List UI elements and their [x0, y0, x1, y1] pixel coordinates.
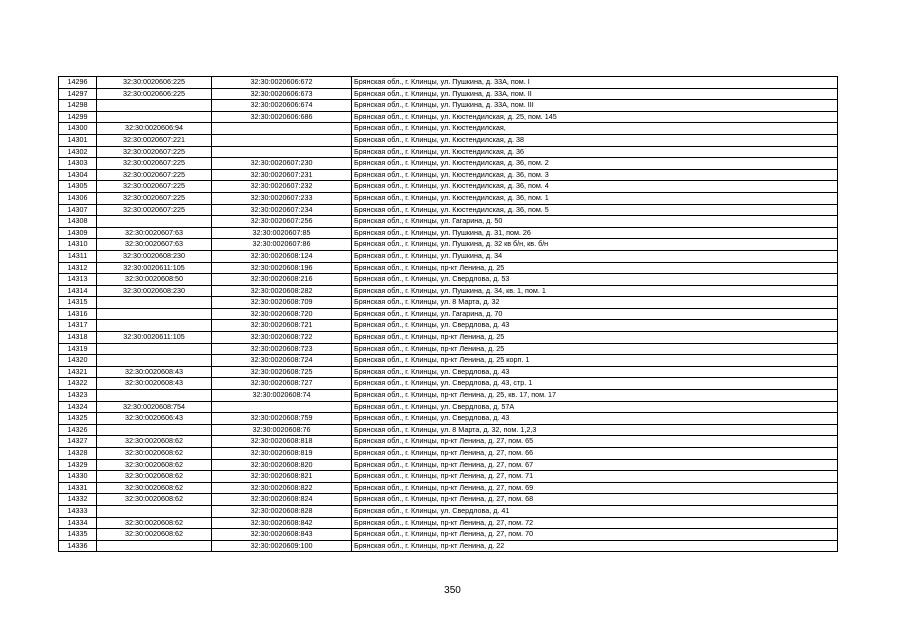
cadastral-number-cell: 32:30:0020608:727	[212, 378, 352, 390]
address-cell: Брянская обл., г. Клинцы, ул. Свердлова, д. 43	[352, 366, 838, 378]
parent-cadastral-number-cell	[97, 111, 212, 123]
parent-cadastral-number-cell: 32:30:0020606:225	[97, 88, 212, 100]
parent-cadastral-number-cell: 32:30:0020611:105	[97, 262, 212, 274]
table-row	[59, 366, 838, 378]
parent-cadastral-number-cell: 32:30:0020607:225	[97, 146, 212, 158]
cadastral-number-cell: 32:30:0020608:74	[212, 390, 352, 402]
cadastral-number-cell: 32:30:0020608:709	[212, 297, 352, 309]
cadastral-number-cell	[212, 401, 352, 413]
address-cell: Брянская обл., г. Клинцы, ул. Кюстендилская, д. 36, пом. 3	[352, 169, 838, 181]
parent-cadastral-number-cell: 32:30:0020608:754	[97, 401, 212, 413]
address-cell: Брянская обл., г. Клинцы, пр-кт Ленина, д. 25 корп. 1	[352, 355, 838, 367]
table-row	[59, 332, 838, 344]
address-cell: Брянская обл., г. Клинцы, ул. Пушкина, д. 33А, пом. II	[352, 88, 838, 100]
cadastral-number-cell: 32:30:0020608:824	[212, 494, 352, 506]
cadastral-number-cell: 32:30:0020606:672	[212, 77, 352, 89]
address-cell: Брянская обл., г. Клинцы, ул. Свердлова, д. 43	[352, 413, 838, 425]
table-row	[59, 540, 838, 552]
address-cell: Брянская обл., г. Клинцы, пр-кт Ленина, д. 27, пом. 69	[352, 482, 838, 494]
table-row	[59, 320, 838, 332]
address-cell: Брянская обл., г. Клинцы, пр-кт Ленина, д. 25	[352, 262, 838, 274]
cadastral-number-cell: 32:30:0020608:124	[212, 250, 352, 262]
cadastral-number-cell: 32:30:0020608:76	[212, 424, 352, 436]
row-number-cell: 14314	[59, 285, 97, 297]
cadastral-number-cell: 32:30:0020606:686	[212, 111, 352, 123]
page-number: 350	[444, 585, 461, 596]
address-cell: Брянская обл., г. Клинцы, пр-кт Ленина, д. 27, пом. 67	[352, 459, 838, 471]
parent-cadastral-number-cell: 32:30:0020608:62	[97, 494, 212, 506]
table-row	[59, 88, 838, 100]
cadastral-number-cell: 32:30:0020607:230	[212, 158, 352, 170]
address-cell: Брянская обл., г. Клинцы, ул. Пушкина, д. 31, пом. 26	[352, 227, 838, 239]
parent-cadastral-number-cell: 32:30:0020608:62	[97, 482, 212, 494]
address-cell: Брянская обл., г. Клинцы, ул. Гагарина, д. 50	[352, 216, 838, 228]
table-row	[59, 181, 838, 193]
table-row	[59, 192, 838, 204]
table-row	[59, 100, 838, 112]
parent-cadastral-number-cell	[97, 355, 212, 367]
parent-cadastral-number-cell	[97, 308, 212, 320]
table-row	[59, 436, 838, 448]
row-number-cell: 14315	[59, 297, 97, 309]
parent-cadastral-number-cell: 32:30:0020607:225	[97, 158, 212, 170]
table-row	[59, 146, 838, 158]
row-number-cell: 14318	[59, 332, 97, 344]
row-number-cell: 14307	[59, 204, 97, 216]
address-cell: Брянская обл., г. Клинцы, ул. Кюстендилская, д. 36, пом. 5	[352, 204, 838, 216]
row-number-cell: 14320	[59, 355, 97, 367]
cadastral-number-cell: 32:30:0020608:723	[212, 343, 352, 355]
row-number-cell: 14329	[59, 459, 97, 471]
parent-cadastral-number-cell	[97, 216, 212, 228]
cadastral-number-cell: 32:30:0020608:724	[212, 355, 352, 367]
row-number-cell: 14332	[59, 494, 97, 506]
table-row	[59, 390, 838, 402]
row-number-cell: 14308	[59, 216, 97, 228]
parent-cadastral-number-cell	[97, 320, 212, 332]
parent-cadastral-number-cell: 32:30:0020608:50	[97, 274, 212, 286]
parent-cadastral-number-cell: 32:30:0020608:62	[97, 471, 212, 483]
cadastral-number-cell	[212, 146, 352, 158]
row-number-cell: 14301	[59, 134, 97, 146]
table-row	[59, 204, 838, 216]
row-number-cell: 14296	[59, 77, 97, 89]
parent-cadastral-number-cell	[97, 390, 212, 402]
cadastral-number-cell: 32:30:0020607:234	[212, 204, 352, 216]
table-row	[59, 297, 838, 309]
parent-cadastral-number-cell: 32:30:0020608:62	[97, 517, 212, 529]
address-cell: Брянская обл., г. Клинцы, ул. Кюстендилская, д. 36	[352, 146, 838, 158]
cadastral-number-cell: 32:30:0020607:86	[212, 239, 352, 251]
address-cell: Брянская обл., г. Клинцы, пр-кт Ленина, д. 27, пом. 71	[352, 471, 838, 483]
row-number-cell: 14330	[59, 471, 97, 483]
table-row	[59, 169, 838, 181]
row-number-cell: 14299	[59, 111, 97, 123]
parent-cadastral-number-cell: 32:30:0020608:62	[97, 448, 212, 460]
row-number-cell: 14328	[59, 448, 97, 460]
row-number-cell: 14297	[59, 88, 97, 100]
table-row	[59, 378, 838, 390]
parent-cadastral-number-cell: 32:30:0020607:225	[97, 204, 212, 216]
parent-cadastral-number-cell: 32:30:0020606:43	[97, 413, 212, 425]
row-number-cell: 14321	[59, 366, 97, 378]
table-row	[59, 262, 838, 274]
address-cell: Брянская обл., г. Клинцы, ул. Пушкина, д. 33А, пом. I	[352, 77, 838, 89]
row-number-cell: 14312	[59, 262, 97, 274]
row-number-cell: 14323	[59, 390, 97, 402]
address-cell: Брянская обл., г. Клинцы, ул. Кюстендилская, д. 36, пом. 1	[352, 192, 838, 204]
table-row	[59, 274, 838, 286]
parent-cadastral-number-cell	[97, 343, 212, 355]
parent-cadastral-number-cell: 32:30:0020607:221	[97, 134, 212, 146]
address-cell: Брянская обл., г. Клинцы, пр-кт Ленина, д. 22	[352, 540, 838, 552]
cadastral-number-cell: 32:30:0020607:232	[212, 181, 352, 193]
parent-cadastral-number-cell: 32:30:0020607:225	[97, 192, 212, 204]
row-number-cell: 14303	[59, 158, 97, 170]
cadastral-number-cell: 32:30:0020609:100	[212, 540, 352, 552]
registry-table-body	[59, 77, 838, 552]
cadastral-number-cell: 32:30:0020608:822	[212, 482, 352, 494]
address-cell: Брянская обл., г. Клинцы, пр-кт Ленина, д. 27, пом. 65	[352, 436, 838, 448]
parent-cadastral-number-cell	[97, 540, 212, 552]
row-number-cell: 14313	[59, 274, 97, 286]
row-number-cell: 14302	[59, 146, 97, 158]
row-number-cell: 14333	[59, 505, 97, 517]
row-number-cell: 14310	[59, 239, 97, 251]
row-number-cell: 14298	[59, 100, 97, 112]
address-cell: Брянская обл., г. Клинцы, пр-кт Ленина, д. 27, пом. 70	[352, 529, 838, 541]
address-cell: Брянская обл., г. Клинцы, пр-кт Ленина, д. 27, пом. 72	[352, 517, 838, 529]
parent-cadastral-number-cell: 32:30:0020606:225	[97, 77, 212, 89]
parent-cadastral-number-cell: 32:30:0020608:43	[97, 366, 212, 378]
row-number-cell: 14334	[59, 517, 97, 529]
table-row	[59, 482, 838, 494]
address-cell: Брянская обл., г. Клинцы, ул. 8 Марта, д. 32	[352, 297, 838, 309]
cadastral-number-cell: 32:30:0020608:759	[212, 413, 352, 425]
table-row	[59, 239, 838, 251]
row-number-cell: 14316	[59, 308, 97, 320]
cadastral-number-cell: 32:30:0020608:216	[212, 274, 352, 286]
cadastral-number-cell: 32:30:0020608:282	[212, 285, 352, 297]
table-row	[59, 158, 838, 170]
table-row	[59, 285, 838, 297]
parent-cadastral-number-cell: 32:30:0020608:230	[97, 250, 212, 262]
parent-cadastral-number-cell	[97, 424, 212, 436]
row-number-cell: 14335	[59, 529, 97, 541]
row-number-cell: 14305	[59, 181, 97, 193]
table-row	[59, 343, 838, 355]
parent-cadastral-number-cell: 32:30:0020608:43	[97, 378, 212, 390]
table-row	[59, 413, 838, 425]
address-cell: Брянская обл., г. Клинцы, пр-кт Ленина, д. 27, пом. 68	[352, 494, 838, 506]
address-cell: Брянская обл., г. Клинцы, ул. Пушкина, д. 34	[352, 250, 838, 262]
row-number-cell: 14327	[59, 436, 97, 448]
cadastral-number-cell: 32:30:0020608:828	[212, 505, 352, 517]
address-cell: Брянская обл., г. Клинцы, ул. 8 Марта, д. 32, пом. 1,2,3	[352, 424, 838, 436]
cadastral-number-cell: 32:30:0020606:673	[212, 88, 352, 100]
cadastral-number-cell: 32:30:0020608:818	[212, 436, 352, 448]
row-number-cell: 14311	[59, 250, 97, 262]
address-cell: Брянская обл., г. Клинцы, ул. Свердлова, д. 43, стр. 1	[352, 378, 838, 390]
table-row	[59, 111, 838, 123]
table-row	[59, 424, 838, 436]
address-cell: Брянская обл., г. Клинцы, пр-кт Ленина, д. 25	[352, 332, 838, 344]
table-row	[59, 401, 838, 413]
row-number-cell: 14322	[59, 378, 97, 390]
table-row	[59, 459, 838, 471]
cadastral-number-cell: 32:30:0020608:842	[212, 517, 352, 529]
parent-cadastral-number-cell: 32:30:0020607:63	[97, 227, 212, 239]
cadastral-number-cell: 32:30:0020608:820	[212, 459, 352, 471]
cadastral-number-cell: 32:30:0020608:196	[212, 262, 352, 274]
address-cell: Брянская обл., г. Клинцы, ул. Пушкина, д. 34, кв. 1, пом. 1	[352, 285, 838, 297]
cadastral-number-cell: 32:30:0020607:231	[212, 169, 352, 181]
parent-cadastral-number-cell: 32:30:0020608:230	[97, 285, 212, 297]
parent-cadastral-number-cell	[97, 100, 212, 112]
cadastral-number-cell: 32:30:0020608:720	[212, 308, 352, 320]
address-cell: Брянская обл., г. Клинцы, ул. Кюстендилская,	[352, 123, 838, 135]
address-cell: Брянская обл., г. Клинцы, пр-кт Ленина, д. 25	[352, 343, 838, 355]
address-cell: Брянская обл., г. Клинцы, ул. Свердлова, д. 43	[352, 320, 838, 332]
table-row	[59, 134, 838, 146]
cadastral-number-cell: 32:30:0020607:85	[212, 227, 352, 239]
table-row	[59, 308, 838, 320]
row-number-cell: 14336	[59, 540, 97, 552]
address-cell: Брянская обл., г. Клинцы, ул. Свердлова, д. 41	[352, 505, 838, 517]
address-cell: Брянская обл., г. Клинцы, ул. Кюстендилская, д. 38	[352, 134, 838, 146]
cadastral-number-cell	[212, 123, 352, 135]
address-cell: Брянская обл., г. Клинцы, ул. Пушкина, д. 32 кв б/н, кв. б/н	[352, 239, 838, 251]
address-cell: Брянская обл., г. Клинцы, ул. Свердлова, д. 53	[352, 274, 838, 286]
table-row	[59, 123, 838, 135]
parent-cadastral-number-cell: 32:30:0020608:62	[97, 436, 212, 448]
table-row	[59, 505, 838, 517]
table-row	[59, 355, 838, 367]
address-cell: Брянская обл., г. Клинцы, ул. Пушкина, д. 33А, пом. III	[352, 100, 838, 112]
address-cell: Брянская обл., г. Клинцы, пр-кт Ленина, д. 27, пом. 66	[352, 448, 838, 460]
cadastral-number-cell: 32:30:0020608:843	[212, 529, 352, 541]
address-cell: Брянская обл., г. Клинцы, ул. Кюстендилская, д. 36, пом. 2	[352, 158, 838, 170]
address-cell: Брянская обл., г. Клинцы, ул. Свердлова, д. 57А	[352, 401, 838, 413]
row-number-cell: 14319	[59, 343, 97, 355]
table-row	[59, 227, 838, 239]
table-row	[59, 448, 838, 460]
cadastral-number-cell: 32:30:0020608:819	[212, 448, 352, 460]
table-row	[59, 471, 838, 483]
address-cell: Брянская обл., г. Клинцы, ул. Кюстендилская, д. 25, пом. 145	[352, 111, 838, 123]
parent-cadastral-number-cell: 32:30:0020607:225	[97, 169, 212, 181]
row-number-cell: 14306	[59, 192, 97, 204]
parent-cadastral-number-cell: 32:30:0020611:105	[97, 332, 212, 344]
cadastral-number-cell: 32:30:0020606:674	[212, 100, 352, 112]
parent-cadastral-number-cell: 32:30:0020608:62	[97, 459, 212, 471]
parent-cadastral-number-cell	[97, 505, 212, 517]
row-number-cell: 14325	[59, 413, 97, 425]
row-number-cell: 14324	[59, 401, 97, 413]
parent-cadastral-number-cell: 32:30:0020606:94	[97, 123, 212, 135]
address-cell: Брянская обл., г. Клинцы, ул. Гагарина, д. 70	[352, 308, 838, 320]
row-number-cell: 14300	[59, 123, 97, 135]
table-row	[59, 517, 838, 529]
table-row	[59, 250, 838, 262]
row-number-cell: 14326	[59, 424, 97, 436]
row-number-cell: 14331	[59, 482, 97, 494]
row-number-cell: 14309	[59, 227, 97, 239]
address-cell: Брянская обл., г. Клинцы, ул. Кюстендилская, д. 36, пом. 4	[352, 181, 838, 193]
cadastral-number-cell: 32:30:0020607:256	[212, 216, 352, 228]
table-row	[59, 77, 838, 89]
table-row	[59, 494, 838, 506]
cadastral-number-cell	[212, 134, 352, 146]
cadastral-number-cell: 32:30:0020608:725	[212, 366, 352, 378]
parent-cadastral-number-cell: 32:30:0020608:62	[97, 529, 212, 541]
table-row	[59, 216, 838, 228]
parent-cadastral-number-cell	[97, 297, 212, 309]
row-number-cell: 14304	[59, 169, 97, 181]
table-row	[59, 529, 838, 541]
cadastral-number-cell: 32:30:0020608:721	[212, 320, 352, 332]
cadastral-number-cell: 32:30:0020608:722	[212, 332, 352, 344]
row-number-cell: 14317	[59, 320, 97, 332]
parent-cadastral-number-cell: 32:30:0020607:225	[97, 181, 212, 193]
registry-table	[58, 76, 838, 552]
cadastral-number-cell: 32:30:0020608:821	[212, 471, 352, 483]
cadastral-number-cell: 32:30:0020607:233	[212, 192, 352, 204]
parent-cadastral-number-cell: 32:30:0020607:63	[97, 239, 212, 251]
address-cell: Брянская обл., г. Клинцы, пр-кт Ленина, д. 25, кв. 17, пом. 17	[352, 390, 838, 402]
